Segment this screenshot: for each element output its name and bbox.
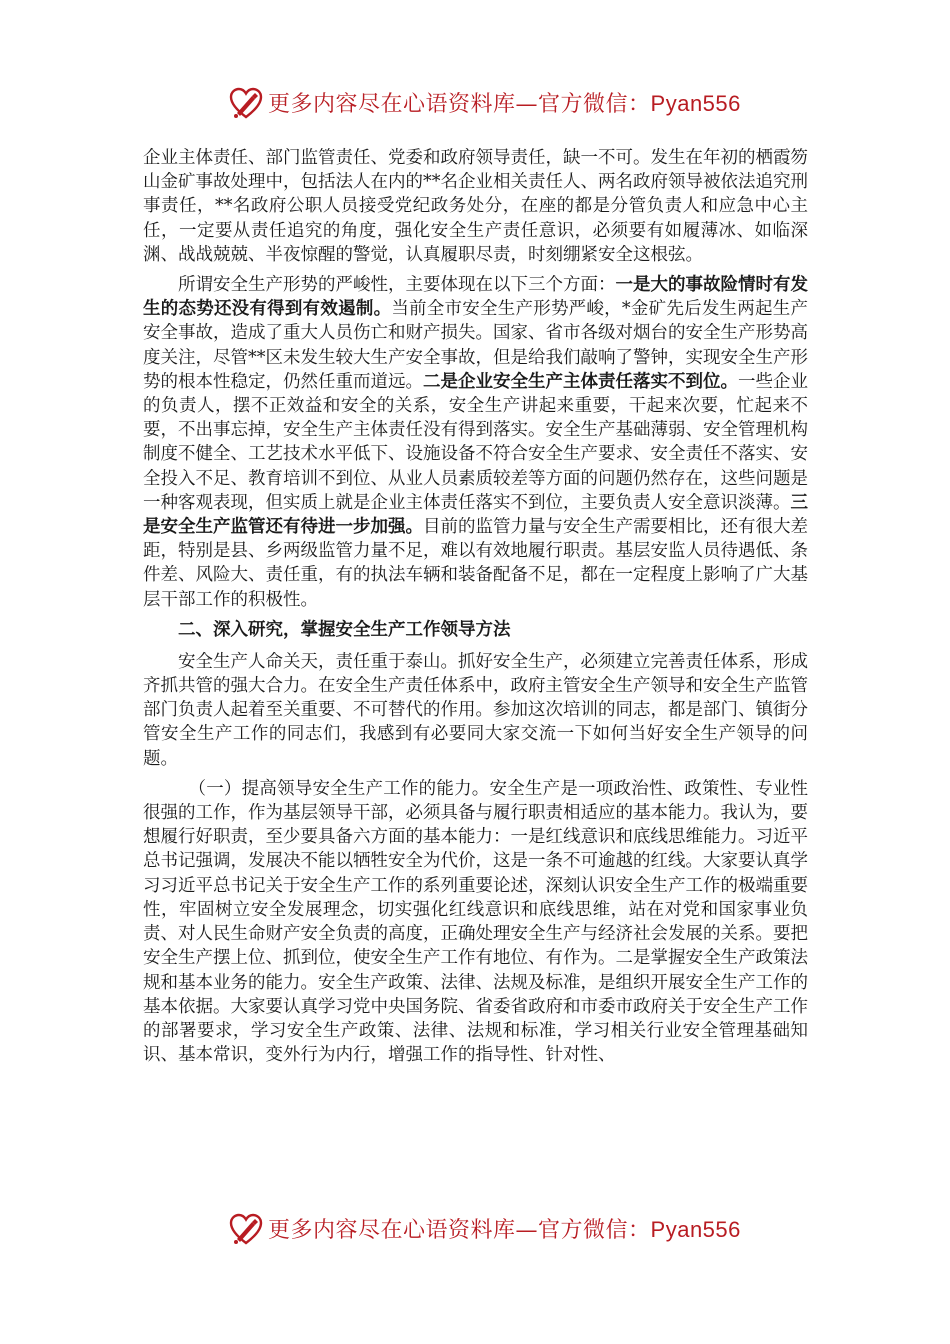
- severity-intro: 所谓安全生产形势的严峻性，主要体现在以下三个方面：: [178, 275, 616, 296]
- watermark-dash: —: [515, 92, 539, 117]
- watermark-wechat-id: Pyan556: [650, 91, 741, 116]
- paragraph-responsibility-system: 安全生产人命关天，责任重于泰山。抓好安全生产，必须建立完善责任体系，形成齐抓共管的强大合力。在安全生产责任体系中，政府主管安全生产领导和安全生产监管部门负责人起着至关重要、不可替代的作用。参加这次培训的同志，都是部门、镇街分管安全生产工作的同志们，我感到有必要同大家交流一下如何当好安全生产领导的问题。: [143, 651, 808, 769]
- point-two-heading: 二是企业安全生产主体责任落实不到位。: [423, 371, 738, 392]
- watermark-wechat-label: 官方微信：: [538, 92, 651, 117]
- paragraph-severity: [143, 273, 808, 612]
- point-three-heading: 三是安全生产监管还有待进一步加强。: [143, 492, 808, 538]
- watermark-brand: 更多内容尽在心语资料库: [268, 92, 516, 117]
- point-two-text: 一些企业的负责人，摆不正效益和安全的关系，安全生产讲起来重要，干起来次要，忙起来不要，不出事忘掉，安全生产主体责任没有得到落实。安全生产基础薄弱、安全管理机构制度不健全、工艺技术水平低下、设施设备不符合安全生产要求、安全责任不落实、安全投入不足、教育培训不到位、从业人员素质较差等方面的问题仍然存在，这些问题是一种客观表现，但实质上就是企业主体责任落实不到位，主要负责人安全意识淡薄。: [143, 371, 808, 513]
- point-one-text: 当前全市安全生产形势严峻，*金矿先后发生两起生产安全事故，造成了重大人员伤亡和财产损失。国家、省市各级对烟台的安全生产形势高度关注，尽管**区未发生较大生产安全事故，但是给我们敲响了警钟，实现安全生产形势的根本性稳定，仍然任重而道远。: [143, 299, 808, 392]
- heart-pen-logo-icon: [228, 86, 264, 122]
- document-body: [143, 146, 808, 1073]
- watermark-slogan: [268, 88, 741, 121]
- point-one-heading: 一是大的事故险情时有发生的态势还没有得到有效遏制。: [143, 275, 808, 320]
- heart-pen-logo-icon: [228, 1212, 264, 1248]
- watermark-wechat-label: 官方微信：: [538, 1218, 651, 1243]
- watermark-wechat-id: Pyan556: [650, 1217, 741, 1242]
- footer-watermark-banner: [0, 1208, 950, 1252]
- watermark-slogan: [268, 1214, 741, 1247]
- section-heading: 二、深入研究，掌握安全生产工作领导方法: [178, 619, 511, 640]
- header-watermark-banner: [0, 82, 950, 126]
- watermark-brand: 更多内容尽在心语资料库: [268, 1218, 516, 1243]
- watermark-dash: —: [515, 1218, 539, 1243]
- point-three-text: 目前的监管力量与安全生产需要相比，还有很大差距，特别是县、乡两级监管力量不足，难以有效地履行职责。基层安监人员待遇低、条件差、风险大、责任重，有的执法车辆和装备配备不足，都在一定程度上影响了广大基层干部工作的积极性。: [143, 517, 808, 610]
- paragraph-leadership-ability: （一）提高领导安全生产工作的能力。安全生产是一项政治性、政策性、专业性很强的工作，作为基层领导干部，必须具备与履行职责相适应的基本能力。我认为，要想履行好职责，至少要具备六方面的基本能力：一是红线意识和底线思维能力。习近平总书记强调，发展决不能以牺牲安全为代价，这是一条不可逾越的红线。大家要认真学习习近平总书记关于安全生产工作的系列重要论述，深刻认识安全生产工作的极端重要性，牢固树立安全发展理念，切实强化红线意识和底线思维，站在对党和国家事业负责、对人民生命财产安全负责的高度，正确处理安全生产与经济社会发展的关系。要把安全生产摆上位、抓到位，使安全生产工作有地位、有作为。二是掌握安全生产政策法规和基本业务的能力。安全生产政策、法律、法规及标准，是组织开展安全生产工作的基本依据。大家要认真学习党中央国务院、省委省政府和市委市政府关于安全生产工作的部署要求，学习安全生产政策、法律、法规和标准，学习相关行业安全管理基础知识、基本常识，变外行为内行，增强工作的指导性、针对性、: [143, 778, 808, 1066]
- paragraph-responsibility: 企业主体责任、部门监管责任、党委和政府领导责任，缺一不可。发生在年初的栖霞笏山金矿事故处理中，包括法人在内的**名企业相关责任人、两名政府领导被依法追究刑事责任，**名政府公职人员接受党纪政务处分，在座的都是分管负责人和应急中心主任，一定要从责任追究的角度，强化安全生产责任意识，必须要有如履薄冰、如临深渊、战战兢兢、半夜惊醒的警觉，认真履职尽责，时刻绷紧安全这根弦。: [143, 148, 808, 265]
